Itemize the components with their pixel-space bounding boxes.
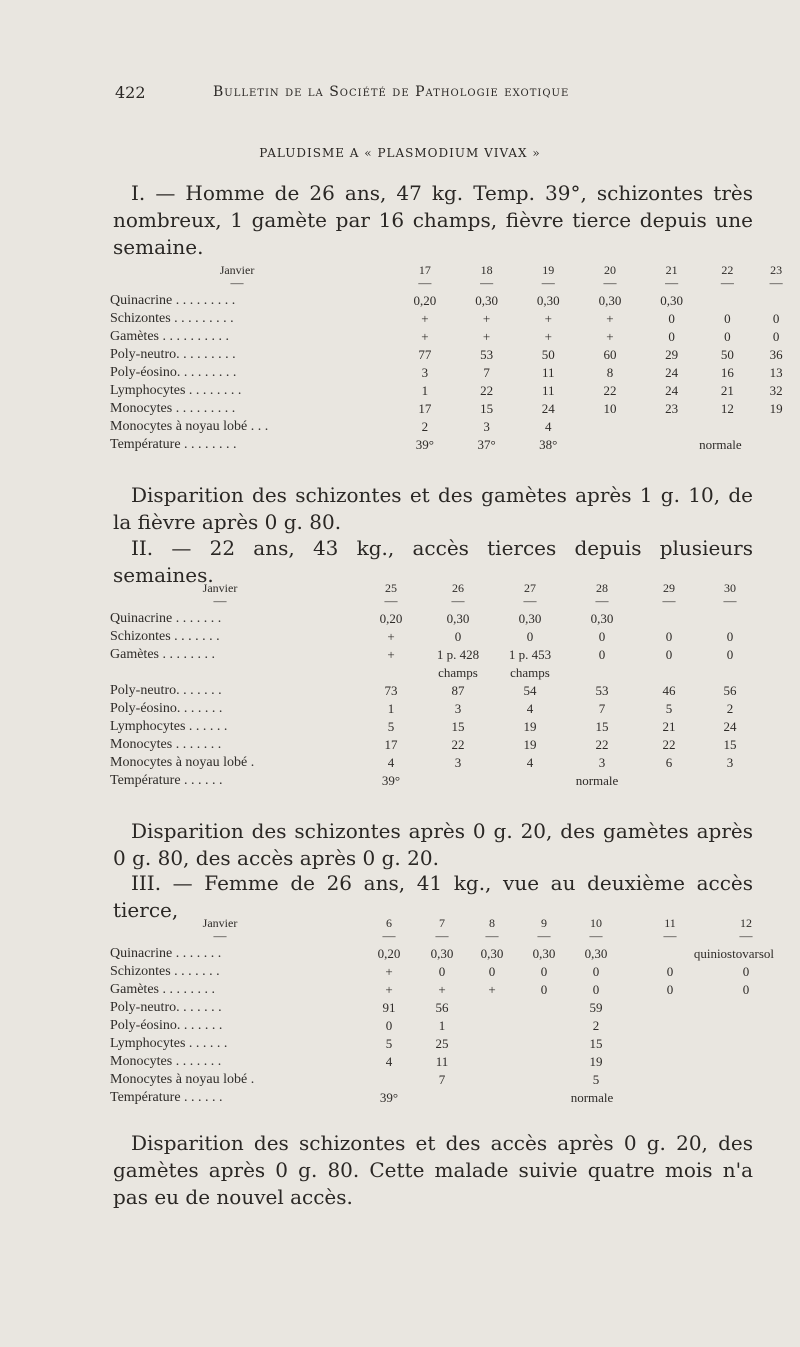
table-cell — [418, 1089, 466, 1107]
row-label: Température . . . . . . . . — [110, 437, 237, 452]
table-cell: 24 — [665, 365, 679, 380]
table-cell: + — [387, 629, 395, 644]
table-cell: 12 — [720, 401, 734, 416]
table-cell — [466, 1053, 518, 1071]
table-cell: 0 — [742, 964, 750, 979]
row-label: Poly-éosino. . . . . . . — [110, 701, 223, 716]
table-cell — [622, 1017, 718, 1035]
table-cell: 0 — [724, 329, 731, 344]
table-cell: 73 — [384, 683, 398, 698]
table-cell: 50 — [541, 347, 555, 362]
table-row — [110, 610, 760, 628]
table-cell: 59 — [589, 1000, 603, 1015]
table-cell: 39° — [415, 437, 434, 452]
table-row — [110, 664, 760, 682]
row-label: Monocytes . . . . . . . — [110, 1054, 222, 1069]
table-cell — [718, 999, 774, 1017]
table-cell — [622, 1053, 718, 1071]
table-cell: 0 — [724, 311, 731, 326]
table-cell: 53 — [595, 683, 609, 698]
table-cell: 91 — [382, 1000, 396, 1015]
table-cell: 0 — [742, 982, 750, 997]
table-cell: + — [385, 982, 393, 997]
table-cell: 3 — [598, 755, 606, 770]
rule-mark: — — [662, 593, 676, 608]
rule-mark: — — [723, 593, 737, 608]
table-cell — [752, 418, 800, 436]
table-cell: 3 — [421, 365, 429, 380]
row-label: Monocytes à noyau lobé . — [110, 755, 255, 770]
table-cell: 0 — [488, 964, 496, 979]
table-cell: 0,30 — [475, 293, 498, 308]
table-cell: + — [606, 329, 614, 344]
row-label: Schizontes . . . . . . . — [110, 964, 220, 979]
temperature-note: normale — [699, 437, 742, 452]
table-cell: 1 — [421, 383, 429, 398]
table-cell — [702, 418, 752, 436]
table-cell — [718, 1071, 774, 1089]
table-cell — [700, 610, 760, 628]
table-cell: 15 — [451, 719, 465, 734]
table-cell: + — [438, 982, 446, 997]
table-row — [110, 1017, 774, 1035]
table-cell: 7 — [598, 701, 606, 716]
table-cell: 11 — [435, 1054, 449, 1069]
table-cell: 23 — [665, 401, 679, 416]
table-cell: 1 p. 453 — [508, 647, 552, 662]
month-label: Janvier — [219, 263, 255, 277]
table-cell: 2 — [592, 1018, 600, 1033]
rule-mark: — — [603, 275, 617, 290]
rule-mark: — — [451, 593, 465, 608]
row-label: Monocytes à noyau lobé . . . — [110, 419, 269, 434]
table-row — [110, 772, 760, 790]
table-cell — [718, 1089, 774, 1107]
table-cell: 21 — [720, 383, 734, 398]
table-cell: 13 — [769, 365, 783, 380]
table-cell: 0 — [666, 964, 674, 979]
table-cell — [752, 292, 800, 310]
day-header: 26 — [452, 581, 464, 595]
table-cell: 0 — [772, 311, 780, 326]
table-cell: 4 — [526, 755, 534, 770]
table-cell: 15 — [589, 1036, 603, 1051]
case1-intro: I. — Homme de 26 ans, 47 kg. Temp. 39°, schizontes très nombreux, 1 gamète par 16 champs, fièvre tierce depuis une semaine. — [113, 181, 753, 259]
row-label: Poly-neutro. . . . . . . . . — [110, 347, 236, 362]
day-header: 19 — [542, 263, 555, 277]
table-cell: 1 — [387, 701, 395, 716]
table-row — [110, 754, 760, 772]
rule-mark: — — [213, 928, 227, 943]
day-header: 25 — [385, 581, 397, 595]
row-label: Quinacrine . . . . . . . . . — [110, 293, 236, 308]
table-row — [110, 1089, 774, 1107]
table-cell: 6 — [665, 755, 673, 770]
table-cell: 0 — [598, 647, 606, 662]
table-cell — [718, 1017, 774, 1035]
table-row — [110, 1035, 774, 1053]
table-cell: 38° — [539, 437, 558, 452]
table-cell: 54 — [523, 683, 537, 698]
table-cell: 19 — [523, 719, 537, 734]
table-row — [110, 1053, 774, 1071]
table-cell: 19 — [769, 401, 783, 416]
case2-intro: II. — 22 ans, 43 kg., accès tierces depuis plusieurs semaines. — [113, 536, 753, 587]
table-cell: 0 — [598, 629, 606, 644]
table-cell: 0 — [668, 329, 675, 344]
table-cell: 0 — [666, 982, 674, 997]
table-row — [110, 310, 800, 328]
table-cell: + — [606, 311, 614, 326]
table-row — [110, 346, 800, 364]
day-header: 8 — [489, 916, 495, 930]
rule-mark: — — [665, 275, 679, 290]
table-cell: 24 — [541, 401, 555, 416]
table-cell: 39° — [381, 773, 401, 788]
day-header: 10 — [590, 916, 602, 930]
table-cell: 56 — [723, 683, 737, 698]
table-cell: champs — [438, 665, 478, 680]
table-cell: 0 — [592, 982, 600, 997]
table-cell — [622, 999, 718, 1017]
day-header: 9 — [541, 916, 547, 930]
row-label — [110, 664, 360, 682]
table-cell: 19 — [523, 737, 537, 752]
table-cell: + — [387, 647, 395, 662]
table-cell: 19 — [589, 1054, 603, 1069]
table-row — [110, 646, 760, 664]
rule-mark: — — [769, 275, 783, 290]
table-cell: 0 — [665, 647, 673, 662]
table-cell: + — [544, 329, 552, 344]
table-cell: 0,30 — [660, 293, 683, 308]
rule-mark: — — [230, 275, 244, 290]
table-cell: 0,30 — [590, 611, 614, 626]
table-cell: 3 — [454, 701, 462, 716]
table-cell: 4 — [385, 1054, 393, 1069]
table-cell: 22 — [603, 383, 617, 398]
table-cell: 0,20 — [377, 946, 401, 961]
day-header: 21 — [665, 263, 678, 277]
table-row — [110, 736, 760, 754]
table-cell: 4 — [526, 701, 534, 716]
table-cell: 0 — [592, 964, 600, 979]
table-cell: 37° — [477, 437, 496, 452]
table-cell — [641, 418, 703, 436]
table-cell: 11 — [541, 365, 555, 380]
table-cell: 36 — [769, 347, 783, 362]
rule-mark: — — [384, 593, 398, 608]
day-header: 30 — [724, 581, 736, 595]
table-cell: + — [421, 329, 429, 344]
row-label: Lymphocytes . . . . . . . . — [110, 383, 242, 398]
day-header: 20 — [603, 263, 616, 277]
row-label: Monocytes . . . . . . . . . — [110, 401, 236, 416]
row-label: Température . . . . . . — [110, 1090, 223, 1105]
table-cell — [518, 1053, 570, 1071]
table-row — [110, 999, 774, 1017]
rule-mark: — — [537, 928, 551, 943]
table-row — [110, 292, 800, 310]
table-cell: 0,30 — [536, 293, 560, 308]
table-cell: 0 — [385, 1018, 393, 1033]
row-label: Gamètes . . . . . . . . . . — [110, 329, 229, 344]
table-cell: quiniostovarsol — [693, 946, 774, 961]
table-cell: 10 — [603, 401, 617, 416]
table-cell: 5 — [387, 719, 395, 734]
table-cell — [466, 1017, 518, 1035]
table-cell: 0 — [540, 964, 548, 979]
table-cell: + — [488, 982, 496, 997]
table-cell: champs — [510, 665, 550, 680]
table-cell: + — [482, 311, 491, 326]
table-cell — [638, 664, 700, 682]
rule-mark: — — [485, 928, 499, 943]
table-cell: 1 — [438, 1018, 446, 1033]
day-header: 11 — [664, 916, 676, 930]
case2-conclusion: Disparition des schizontes après 0 g. 20, des gamètes après 0 g. 80, des accès après 0 g. 20. — [113, 819, 753, 870]
row-label: Schizontes . . . . . . . — [110, 629, 220, 644]
table-cell: 77 — [418, 347, 432, 362]
rule-mark: — — [213, 593, 227, 608]
table-cell — [700, 664, 760, 682]
table-cell: 2 — [726, 701, 734, 716]
table-cell — [518, 1071, 570, 1089]
table-cell: 32 — [769, 383, 783, 398]
table-row — [110, 382, 800, 400]
table-cell: 0 — [540, 982, 548, 997]
table-cell: 29 — [665, 347, 679, 362]
rule-mark: — — [541, 275, 555, 290]
table-cell: + — [482, 329, 491, 344]
row-label: Poly-éosino. . . . . . . — [110, 1018, 223, 1033]
day-header: 29 — [663, 581, 675, 595]
table-cell: 21 — [662, 719, 676, 734]
table-cell: 5 — [665, 701, 673, 716]
table-row — [110, 418, 800, 436]
row-label: Quinacrine . . . . . . . — [110, 946, 222, 961]
table-cell: 4 — [545, 419, 552, 434]
row-label: Schizontes . . . . . . . . . — [110, 311, 234, 326]
day-header: 28 — [596, 581, 608, 595]
table-cell: 7 — [483, 365, 490, 380]
table-rule-row — [110, 596, 760, 610]
table-cell: 60 — [603, 347, 617, 362]
table-cell — [700, 772, 760, 790]
day-header: 12 — [740, 916, 752, 930]
case1-table — [110, 262, 800, 454]
table-cell — [518, 1017, 570, 1035]
row-label: Poly-éosino. . . . . . . . . — [110, 365, 237, 380]
table-row — [110, 682, 760, 700]
rule-mark: — — [595, 593, 609, 608]
row-label: Monocytes . . . . . . . — [110, 737, 222, 752]
rule-mark: — — [663, 928, 677, 943]
table-cell: 0 — [726, 647, 734, 662]
table-cell: 56 — [435, 1000, 449, 1015]
table-row — [110, 1071, 774, 1089]
table-cell: + — [421, 311, 429, 326]
table-cell: 0 — [438, 964, 446, 979]
table-cell: 22 — [662, 737, 676, 752]
day-header: 7 — [439, 916, 445, 930]
table-cell: 50 — [720, 347, 734, 362]
table-cell — [466, 1035, 518, 1053]
case3-intro: III. — Femme de 26 ans, 41 kg., vue au deuxième accès tierce, — [113, 871, 753, 922]
temperature-note: normale — [575, 773, 619, 788]
table-cell: 0,30 — [518, 611, 542, 626]
day-header: 23 — [770, 263, 783, 277]
table-cell: 0,20 — [413, 293, 437, 308]
table-cell: 0,30 — [532, 946, 556, 961]
rule-mark: — — [523, 593, 537, 608]
running-header: Bulletin de la Société de Pathologie exotique — [213, 84, 570, 100]
temperature-note: normale — [570, 1090, 614, 1105]
case3-table — [110, 915, 774, 1107]
table-cell — [579, 418, 641, 436]
table-row — [110, 436, 800, 454]
row-label: Monocytes à noyau lobé . — [110, 1072, 255, 1087]
table-row — [110, 981, 774, 999]
table-cell: 22 — [595, 737, 609, 752]
table-cell: 1 p. 428 — [436, 647, 480, 662]
table-cell: 17 — [418, 401, 432, 416]
table-row — [110, 364, 800, 382]
table-cell: 3 — [454, 755, 462, 770]
table-rule-row — [110, 278, 800, 292]
table-rule-row — [110, 931, 774, 945]
table-cell: 87 — [451, 683, 465, 698]
rule-mark: — — [480, 275, 494, 290]
table-cell — [466, 1071, 518, 1089]
rule-mark: — — [589, 928, 603, 943]
table-row — [110, 628, 760, 646]
table-row — [110, 963, 774, 981]
case1-conclusion: Disparition des schizontes et des gamètes après 1 g. 10, de la fièvre après 0 g. 80. — [113, 483, 753, 534]
table-cell — [702, 292, 752, 310]
table-row — [110, 718, 760, 736]
table-cell — [360, 664, 422, 682]
table-cell: 15 — [595, 719, 609, 734]
rule-mark: — — [739, 928, 753, 943]
case2-table — [110, 580, 760, 790]
table-cell: 0,30 — [446, 611, 470, 626]
table-cell — [579, 436, 641, 454]
rule-mark: — — [720, 275, 734, 290]
table-cell: 46 — [662, 683, 676, 698]
table-cell: + — [544, 311, 552, 326]
table-cell: 0 — [454, 629, 462, 644]
table-cell: 5 — [592, 1072, 600, 1087]
table-cell: 8 — [606, 365, 614, 380]
table-header-row — [110, 262, 800, 278]
day-header: 17 — [418, 263, 431, 277]
row-label: Température . . . . . . — [110, 773, 223, 788]
table-cell: 0 — [668, 311, 675, 326]
table-cell — [622, 1035, 718, 1053]
table-cell — [518, 999, 570, 1017]
section-title: PALUDISME A « PLASMODIUM VIVAX » — [259, 146, 541, 160]
table-cell — [622, 1071, 718, 1089]
table-cell: 7 — [438, 1072, 446, 1087]
table-cell: 17 — [384, 737, 398, 752]
table-cell — [518, 1035, 570, 1053]
table-cell: 24 — [665, 383, 679, 398]
table-cell: 0,30 — [480, 946, 504, 961]
table-cell: 15 — [723, 737, 737, 752]
table-cell — [638, 610, 700, 628]
table-row — [110, 700, 760, 718]
row-label: Poly-neutro. . . . . . . — [110, 1000, 222, 1015]
rule-mark: — — [382, 928, 396, 943]
table-row — [110, 945, 774, 963]
table-cell — [566, 664, 638, 682]
table-cell: 22 — [480, 383, 494, 398]
table-cell: 16 — [720, 365, 734, 380]
table-cell — [718, 1053, 774, 1071]
row-label: Lymphocytes . . . . . . — [110, 719, 228, 734]
table-cell: 0 — [526, 629, 534, 644]
row-label: Gamètes . . . . . . . . — [110, 647, 215, 662]
table-cell — [718, 1035, 774, 1053]
table-cell: 0,30 — [430, 946, 454, 961]
table-cell: 5 — [385, 1036, 393, 1051]
row-label: Lymphocytes . . . . . . — [110, 1036, 228, 1051]
table-cell: 25 — [435, 1036, 449, 1051]
table-cell — [360, 1071, 418, 1089]
table-cell: 0,30 — [584, 946, 608, 961]
rule-mark: — — [435, 928, 449, 943]
table-row — [110, 328, 800, 346]
table-cell: 24 — [723, 719, 737, 734]
table-cell: 3 — [726, 755, 734, 770]
page-number: 422 — [115, 83, 146, 102]
table-cell: 0,30 — [598, 293, 622, 308]
day-header: 22 — [721, 263, 734, 277]
table-cell: + — [385, 964, 393, 979]
table-cell: 3 — [483, 419, 490, 434]
table-cell: 39° — [379, 1090, 399, 1105]
month-label: Janvier — [202, 581, 238, 595]
case3-conclusion: Disparition des schizontes et des accès après 0 g. 20, des gamètes après 0 g. 80. Cette malade suivie quatre mois n'a pas eu de nouvel accès. — [113, 1131, 753, 1209]
table-cell: 4 — [387, 755, 395, 770]
month-label: Janvier — [202, 916, 238, 930]
table-cell: 0,20 — [379, 611, 403, 626]
row-label: Quinacrine . . . . . . . — [110, 611, 222, 626]
table-cell: 15 — [480, 401, 494, 416]
day-header: 6 — [386, 916, 392, 930]
table-cell: 22 — [451, 737, 465, 752]
table-cell: 53 — [480, 347, 494, 362]
table-cell — [466, 999, 518, 1017]
table-cell: 2 — [421, 419, 429, 434]
day-header: 27 — [524, 581, 536, 595]
rule-mark: — — [418, 275, 432, 290]
table-cell — [422, 772, 494, 790]
row-label: Poly-neutro. . . . . . . — [110, 683, 222, 698]
table-cell: 0 — [665, 629, 673, 644]
table-cell: 11 — [541, 383, 555, 398]
day-header: 18 — [480, 263, 493, 277]
table-cell: 0 — [772, 329, 780, 344]
table-row — [110, 400, 800, 418]
table-cell: 0 — [726, 629, 734, 644]
row-label: Gamètes . . . . . . . . — [110, 982, 215, 997]
